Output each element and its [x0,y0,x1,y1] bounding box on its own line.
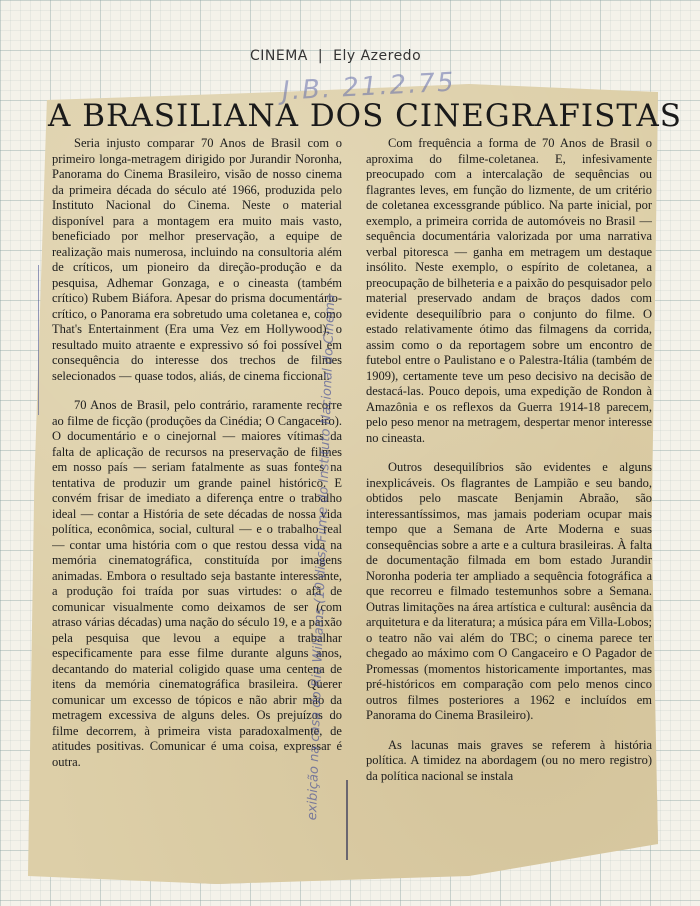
article-right-column [366,136,652,871]
paragraph: Com frequência a forma de 70 Anos de Brasil o aproxima do filme-coletanea. E, infesivamente preocupado com a intercalação de sequências ou flagrantes leves, em função do lizmente, de um critério de coletanea excessgrande público. Na parte inicial, por exemplo, a primeira corrida de automóveis no Brasil — sequência documentária valorizada por uma narrativa verbal pitoresca — ganha em metragem um destaque insólito. Neste exemplo, o espírito de coletanea, a preocupação de bilheteria e a paixão do pesquisador pelo material preservado andam de braços dados com evidente desequilíbrio para o conjunto do filme. O estado relativamente ótimo das filmagens da corrida, assim como o da reportagem sobre um encontro de futebol entre o Paulistano e o Palestra-Itália (também de 1909), certamente teve um peso decisivo na decisão de destacá-las. Pouco depois, uma expedição de Rondon à Amazônia e os reflexos da Guerra 1914-18 parecem, pelo peso menor na metragem, despertar menor interesse no cineasta. [366,136,652,445]
author-name: Ely Azeredo [333,48,422,64]
margin-ink-mark [346,780,348,860]
article-headline: A BRASILIANA DOS CINEGRAFISTAS [48,98,682,134]
header-separator: | [317,48,324,64]
margin-pencil-mark [38,265,47,415]
handwritten-margin-note: exibição na casa do Rio Williams (10 dias) Filme do Instituto Nacional do Cinema [305,294,339,821]
paragraph: As lacunas mais graves se referem à história política. A timidez na abordagem (ou no mero registro) da política nacional se instala [366,737,652,783]
paragraph: Seria injusto comparar 70 Anos de Brasil com o primeiro longa-metragem dirigido por Jurandir Noronha, Panorama do Cinema Brasileiro, visão de nosso cinema da primeira década do século até 1966, produzida pelo Instituto Nacional do Cinema. Neste o material disponível para a montagem era muito mais vasto, beneficiado por melhor preservação, a equipe de realização mais numerosa, incluindo na consultoria além de críticos, um pioneiro da direção-produção e da pesquisa, Adhemar Gonzaga, e o cineasta (também crítico) Rubem Biáfora. Apesar do prisma documentário-crítico, o Panorama era sobretudo uma coletanea e, como That's Entertainment (Era uma Vez em Hollywood), o resultado muito atraente e expressivo só foi possível em consequência do interesse dos trechos de filmes selecionados — quase todos, aliás, de cinema ficcional. [52,136,342,383]
paragraph: 70 Anos de Brasil, pelo contrário, raramente recorre ao filme de ficção (produções da Cinédia; O Cangaceiro). O documentário e o cinejornal — maiores vítimas da falta de aplicação de recursos na preservação de filmes em nosso país — seriam fatalmente as suas fontes na tentativa de produzir um grande painel histórico. E convém frisar de imediato a diferença entre o trabalho ideal — contar a História de sete décadas de nossa vida política, econômica, social, cultural — e o trabalho real — contar uma história com o que restou dessa vida na memória cinematográfica, constituída por imagens animadas. Embora o resultado seja bastante interessante, a produção foi traída por suas virtudes: o afã de comunicar visualmente como deixamos de ser (com atraso várias décadas) uma nação do século 19, e a paixão pela pesquisa que levou a equipe a trabalhar especificamente para esse filme durante alguns anos, decantando do material coligido quase uma centena de itens da memória cinematográfica brasileira. Querer comunicar um excesso de tópicos e não abrir mão da metragem excessiva de alguns deles. Os prejuízos do filme decorrem, à primeira vista paradoxalmente, de atitudes positivas. Comunicar é uma coisa, expressar é outra. [52,398,342,769]
article-left-column [52,136,342,871]
section-label: CINEMA [250,48,308,64]
paragraph: Outros desequilíbrios são evidentes e alguns inexplicáveis. Os flagrantes de Lampião e seu bando, obtidos pelo mascate Benjamin Abraão, são interessantíssimos, mas jamais poderiam ocupar mais tempo que a Semana de Arte Moderna e suas consequências sobre a arte e a cultura brasileiras. À falta de documentação filmada em bom estado Jurandir Noronha poderia ter ampliado a sequência fotográfica a que recorreu e filmado testemunhos sobre a Semana. Outras limitações na área artística e cultural: ausência da arquitetura e da literatura; a música pára em Villa-Lobos; o teatro não vai além do TBC; o cinema parece ter chegado ao máximo com O Cangaceiro e O Pagador de Promessas (momentos historicamente importantes, mas pré-históricos em comparação com pelo menos cinco outros filmes posteriores a 1962 e incluídos em Panorama do Cinema Brasileiro). [366,460,652,722]
handwritten-date: J.B. 21.2.75 [281,67,457,107]
